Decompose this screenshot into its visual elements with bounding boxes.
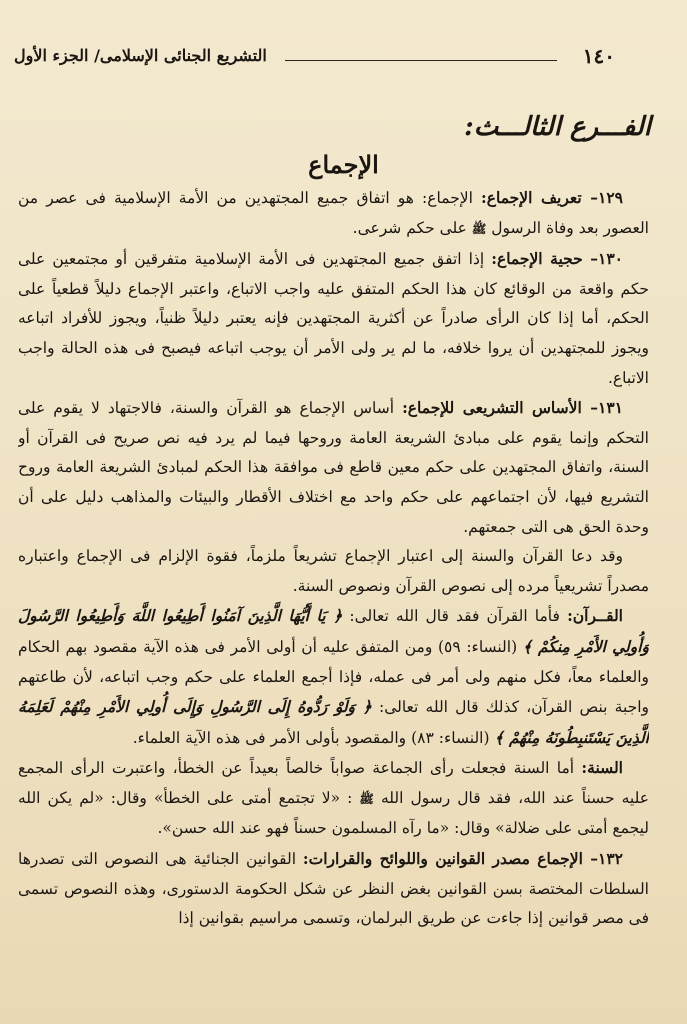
quran-verse: ﴿ يَا أَيُّهَا الَّذِينَ آمَنُوا أَطِيعُوا اللَّهَ وَأَطِيعُوا الرَّسُولَ وَأُولِي الأَمْرِ مِنكُمْ ﴾ [18, 606, 649, 656]
paragraph-text-end: على حكم شرعى. [352, 218, 467, 237]
quran-verse: ﴿ وَلَوْ رَدُّوهُ إِلَى الرَّسُولِ وَإِلَى أُولِي الأَمْرِ مِنْهُمْ لَعَلِمَهُ الَّذِينَ يَسْتَنبِطُونَهُ مِنْهُمْ ﴾ [18, 697, 649, 747]
paragraph-130 [18, 244, 649, 393]
paragraph-heading: ١٣٠– حجية الإجماع: [491, 249, 624, 269]
paragraph-heading: القــرآن: [567, 606, 623, 626]
paragraph-text-end: : «لا تجتمع أمتى على الخطأ» وقال: «لم يكن الله ليجمع أمتى على ضلالة» وقال: «ما رآه المسلمون حسناً فهو عند الله حسن». [18, 788, 649, 838]
paragraph-quran-sunnah-intro [18, 542, 649, 601]
paragraph-text-end: (النساء: ٨٣) والمقصود بأولى الأمر فى هذه الآية العلماء. [132, 728, 490, 747]
paragraph-text: الإجماع: هو اتفاق جميع المجتهدين من الأمة الإسلامية فى عصر من العصور بعد وفاة الرسول [18, 189, 649, 237]
paragraph-heading: ١٢٩– تعريف الإجماع: [481, 188, 623, 207]
paragraph-129 [18, 183, 649, 244]
paragraph-132 [18, 844, 649, 934]
paragraph-text: أساس الإجماع هو القرآن والسنة، فالاجتهاد لا يقوم على التحكم وإنما يقوم على مبادئ الشريعة العامة وروحها فيما لم يرد فيه نص صريح فى القرآن أو السنة، واتفاق المجتهدين على حكم معين قاطع فى موافقة هذا الحكم لمبادئ الشريعة العامة وروح التشريع فيها، لأن اجتماعهم على حكم واحد مع اختلاف الأقطار والبيئات والمذاهب دليل على أن وحدة الحق هى التى جمعتهم. [18, 399, 649, 536]
paragraph-text: القوانين الجنائية هى النصوص التى تصدرها السلطات المختصة بسن القوانين بغض النظر عن شكل الحكومة الدستورى، وهذه النصوص تسمى فى مصر قوانين إذا جاءت عن طريق البرلمان، وتسمى مراسيم بقوانين إذا [18, 850, 649, 928]
paragraph-text: إذا اتفق جميع المجتهدين فى الأمة الإسلامية متفرقين أو مجتمعين على حكم واقعة من الوقائع كان هذا الحكم المتفق عليه واجب الاتباع، واعتبر الإجماع دليلاً قطعياً على الحكم، أما إذا كان الرأى صادراً عن أكثرية المجتهدين فإنه يعتبر دليلاً ظنياً، ويجوز للأفراد اتباعه ويجوز للمجتهدين أن يروا خلافه، ما لم ير ولى الأمر أن يوجب اتباعه فيصبح فى هذه الحالة واجب الاتباع. [18, 250, 649, 387]
header-rule [285, 60, 557, 61]
chapter-title: الإجماع [308, 150, 379, 179]
paragraph-quran [18, 601, 649, 753]
page-header [10, 44, 677, 72]
paragraph-text-continued: (النساء: ٥٩) ومن المتفق عليه أن أولى الأمر فى هذه الآية مقصود بهم الحكام والعلماء معاً، فكل منهم ولى أمر فى عمله، فإذا أجمع العلماء على حكم وجب اتباعه، لأن طاعتهم واجبة بنص القرآن، كذلك قال الله تعالى: [18, 637, 649, 717]
section-label: الفـــرع الثالـــث: [464, 112, 651, 142]
paragraph-heading: ١٣١– الأساس التشريعى للإجماع: [402, 398, 623, 418]
page-body [18, 183, 649, 1012]
paragraph-heading: ١٣٢– الإجماع مصدر القوانين واللوائح والقرارات: [302, 849, 623, 869]
paragraph-sunnah [18, 753, 649, 844]
paragraph-text: أما السنة فجعلت رأى الجماعة صواباً خالصاً بعيداً عن الخطأ، واعتبرت الرأى المجمع عليه حسناً عند الله، فقد قال رسول الله [18, 759, 649, 807]
salutation-symbol: ﷺ [471, 221, 487, 236]
page-number: ١٤٠ [582, 44, 615, 68]
paragraph-text: فأما القرآن فقد قال الله تعالى: [349, 607, 560, 626]
running-title: التشريع الجنائى الإسلامى/ الجزء الأول [14, 46, 267, 65]
paragraph-text: وقد دعا القرآن والسنة إلى اعتبار الإجماع تشريعاً ملزماً، فقوة الإلزام فى الإجماع واعتباره مصدراً تشريعياً مرده إلى نصوص القرآن ونصوص السنة. [18, 547, 649, 595]
paragraph-131 [18, 393, 649, 542]
salutation-symbol: ﷺ [359, 791, 374, 806]
paragraph-heading: السنة: [581, 758, 623, 778]
